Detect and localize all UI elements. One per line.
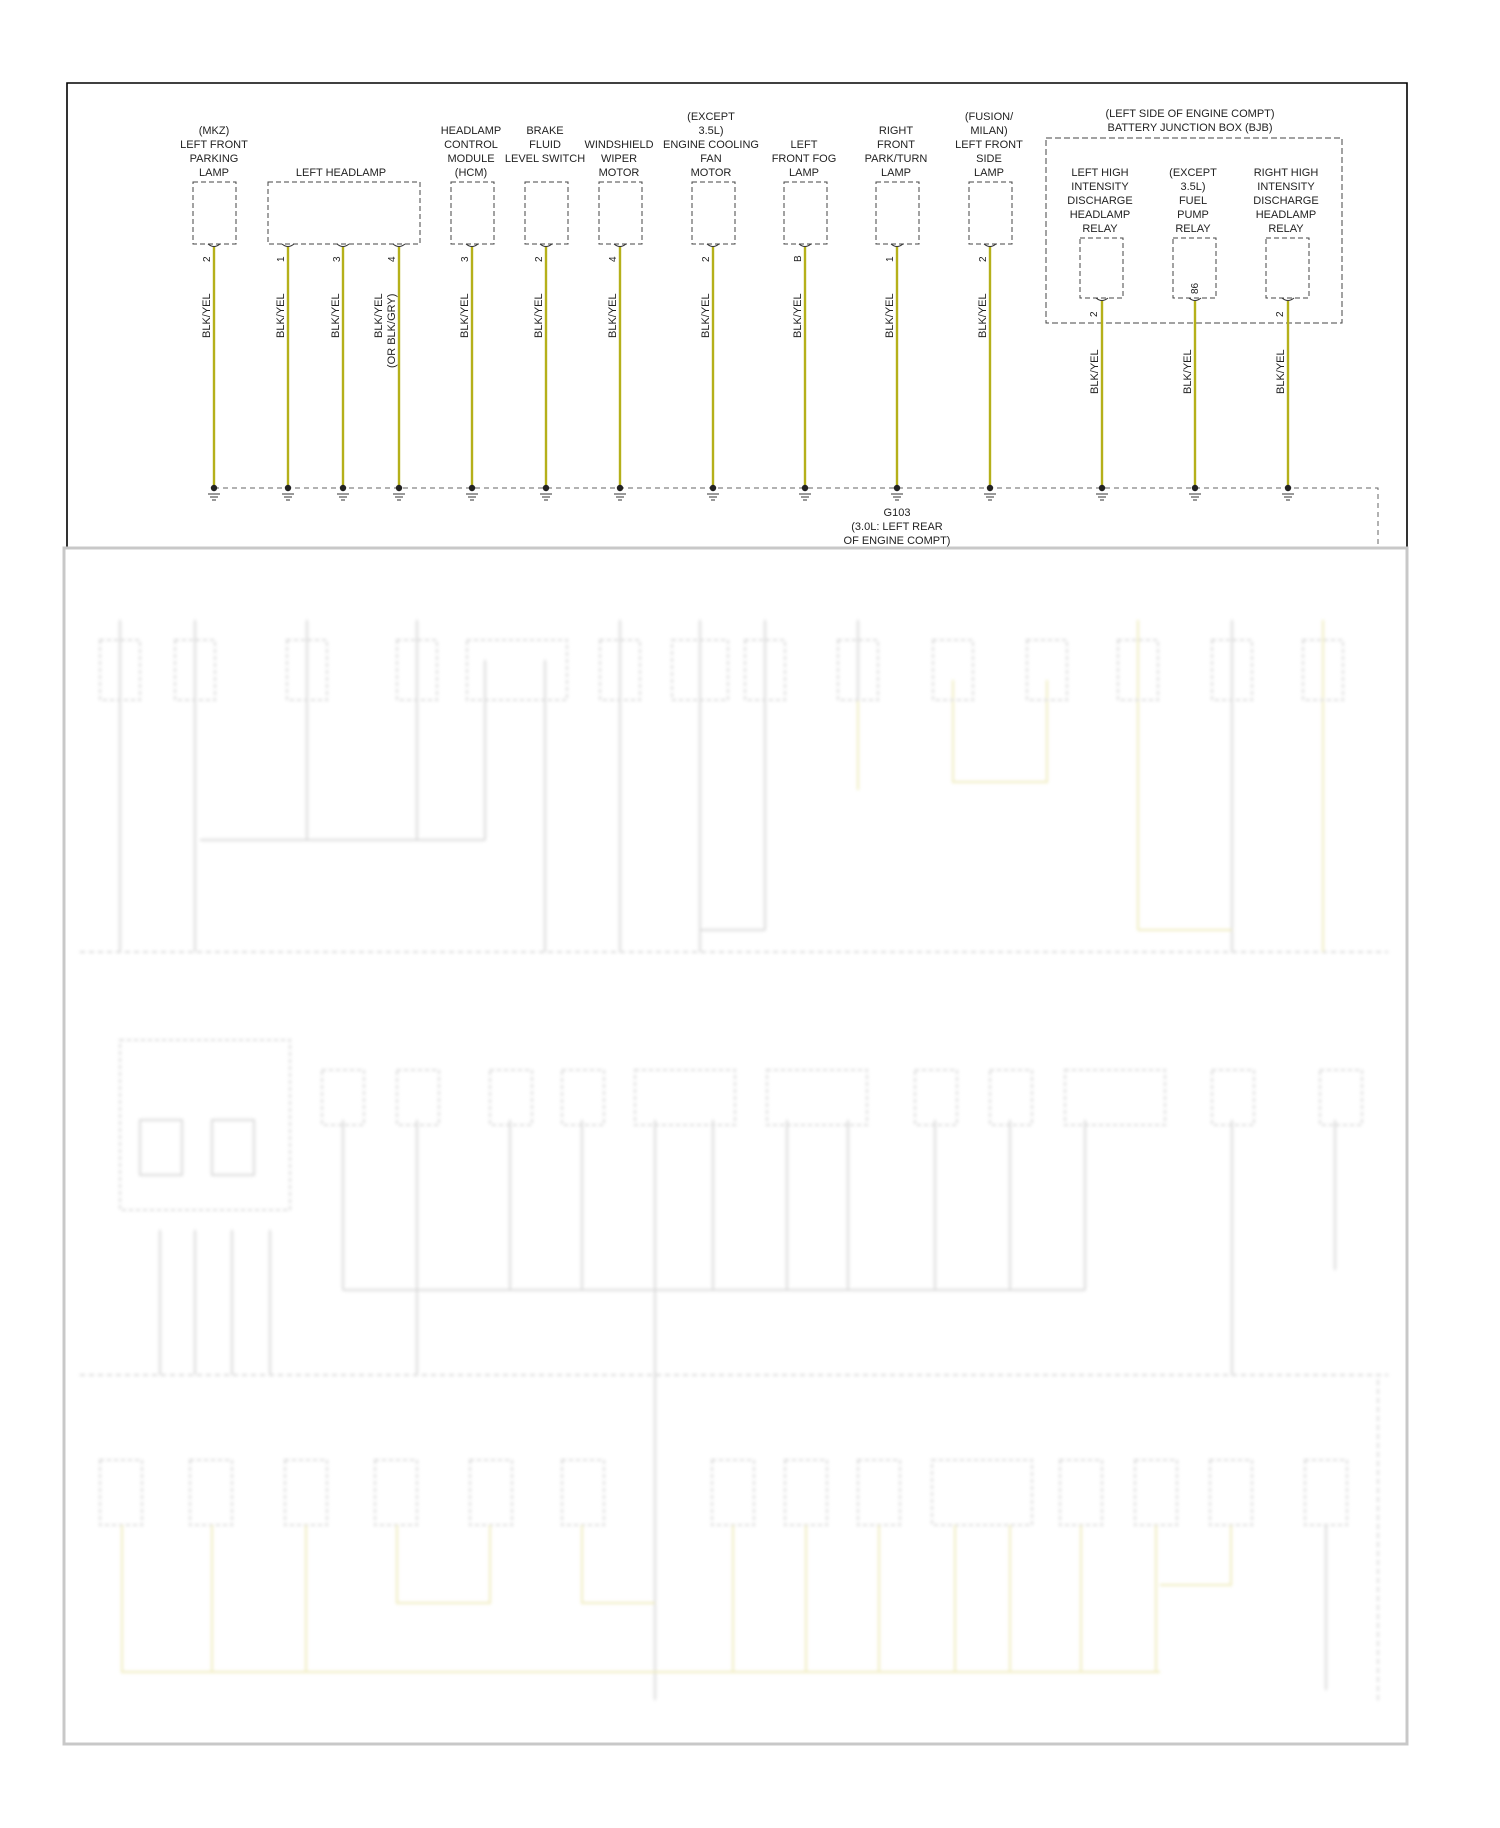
faded-frame [64, 548, 1407, 1744]
pin-number: 2 [1275, 311, 1286, 317]
engine-cooling-fan-motor [663, 111, 759, 488]
ground-symbol-icon [799, 485, 811, 500]
component-label: (MKZ) LEFT FRONT PARKING LAMP [180, 125, 248, 179]
brake-fluid-level-switch [505, 125, 585, 488]
connector-box [692, 182, 735, 244]
relay-box [1266, 238, 1309, 298]
wire-color-label: BLK/YEL [792, 293, 804, 338]
pin-number: 2 [1089, 311, 1100, 317]
wire-color-label: BLK/YEL [275, 293, 287, 338]
ground-symbol-icon [984, 485, 996, 500]
component-label: RIGHT FRONT PARK/TURN LAMP [864, 125, 928, 179]
left-front-parking-lamp [180, 125, 248, 488]
ground-symbol-icon [1282, 485, 1294, 500]
wire-color-label: BLK/YEL [201, 293, 213, 338]
wire-alt-color-label: (OR BLK/GRY) [386, 293, 398, 368]
pin-number: 3 [332, 256, 343, 262]
ground-symbol-icon [1096, 485, 1108, 500]
connector-box [969, 182, 1012, 244]
headlamp-control-module [441, 125, 502, 488]
top-section [180, 108, 1378, 548]
pin-number: B [793, 255, 804, 262]
wire-color-label: BLK/YEL [1182, 349, 1194, 394]
pin-number: 4 [608, 256, 619, 262]
connector-box [268, 182, 420, 244]
right-hid-headlamp-relay [1253, 167, 1318, 488]
ground-symbol-icon [1189, 485, 1201, 500]
connector-box [784, 182, 827, 244]
fuel-pump-relay [1169, 167, 1217, 488]
wire-color-label: BLK/YEL [977, 293, 989, 338]
relay-label: RIGHT HIGH INTENSITY DISCHARGE HEADLAMP RELAY [1253, 167, 1319, 235]
left-front-side-lamp [955, 111, 1023, 488]
ground-symbol-icon [540, 485, 552, 500]
relay-label: LEFT HIGH INTENSITY DISCHARGE HEADLAMP RELAY [1067, 167, 1133, 235]
wire-color-label: BLK/YEL [330, 293, 342, 338]
wire-color-label: BLK/YEL [700, 293, 712, 338]
ground-nodes [208, 485, 1294, 500]
bjb-label: (LEFT SIDE OF ENGINE COMPT) BATTERY JUNCTION BOX (BJB) [1105, 108, 1275, 134]
wire-color-label: BLK/YEL [459, 293, 471, 338]
pin-number: 4 [387, 256, 398, 262]
connector-box [193, 182, 236, 244]
wire-color-label: BLK/YEL [373, 293, 385, 338]
windshield-wiper-motor [584, 139, 653, 488]
pin-number: 86 [1190, 282, 1201, 294]
ground-label: G103 (3.0L: LEFT REAR OF ENGINE COMPT) [843, 507, 951, 547]
ground-symbol-icon [891, 485, 903, 500]
connector-box [599, 182, 642, 244]
pin-number: 3 [460, 256, 471, 262]
pin-number: 2 [978, 256, 989, 262]
relay-label: (EXCEPT 3.5L) FUEL PUMP RELAY [1169, 167, 1217, 235]
pin-number: 2 [202, 256, 213, 262]
left-headlamp [268, 167, 420, 488]
right-front-park-turn-lamp [865, 125, 928, 488]
ground-symbol-icon [337, 485, 349, 500]
connector-box [876, 182, 919, 244]
diagram-frame [67, 83, 1407, 548]
left-hid-headlamp-relay [1067, 167, 1132, 488]
left-front-fog-lamp [772, 139, 837, 488]
ground-symbol-icon [614, 485, 626, 500]
pin-number: 1 [885, 256, 896, 262]
pin-number: 1 [276, 256, 287, 262]
connector-box [525, 182, 568, 244]
pin-number: 2 [701, 256, 712, 262]
component-label: BRAKE FLUID LEVEL SWITCH [504, 125, 586, 165]
wire-color-label: BLK/YEL [1089, 349, 1101, 394]
wire-color-label: BLK/YEL [884, 293, 896, 338]
wire-color-label: BLK/YEL [1275, 349, 1287, 394]
ground-symbol-icon [466, 485, 478, 500]
component-label: (FUSION/ MILAN) LEFT FRONT SIDE LAMP [955, 111, 1023, 179]
component-label: WINDSHIELD WIPER MOTOR [584, 139, 654, 179]
battery-junction-box [1046, 108, 1342, 488]
wire-color-label: BLK/YEL [607, 293, 619, 338]
ground-bus [208, 485, 1378, 548]
connector-box [451, 182, 494, 244]
component-label: LEFT FRONT FOG LAMP [771, 139, 837, 179]
component-label: HEADLAMP CONTROL MODULE (HCM) [440, 125, 502, 179]
ground-symbol-icon [393, 485, 405, 500]
pin-number: 2 [534, 256, 545, 262]
ground-symbol-icon [282, 485, 294, 500]
wire-color-label: BLK/YEL [533, 293, 545, 338]
ground-symbol-icon [707, 485, 719, 500]
relay-box [1080, 238, 1123, 298]
ground-symbol-icon [208, 485, 220, 500]
component-label: LEFT HEADLAMP [295, 167, 387, 179]
component-label: (EXCEPT 3.5L) ENGINE COOLING FAN MOTOR [663, 111, 759, 179]
faded-lower-section [80, 620, 1388, 1700]
ground-bus-line [214, 488, 1378, 548]
